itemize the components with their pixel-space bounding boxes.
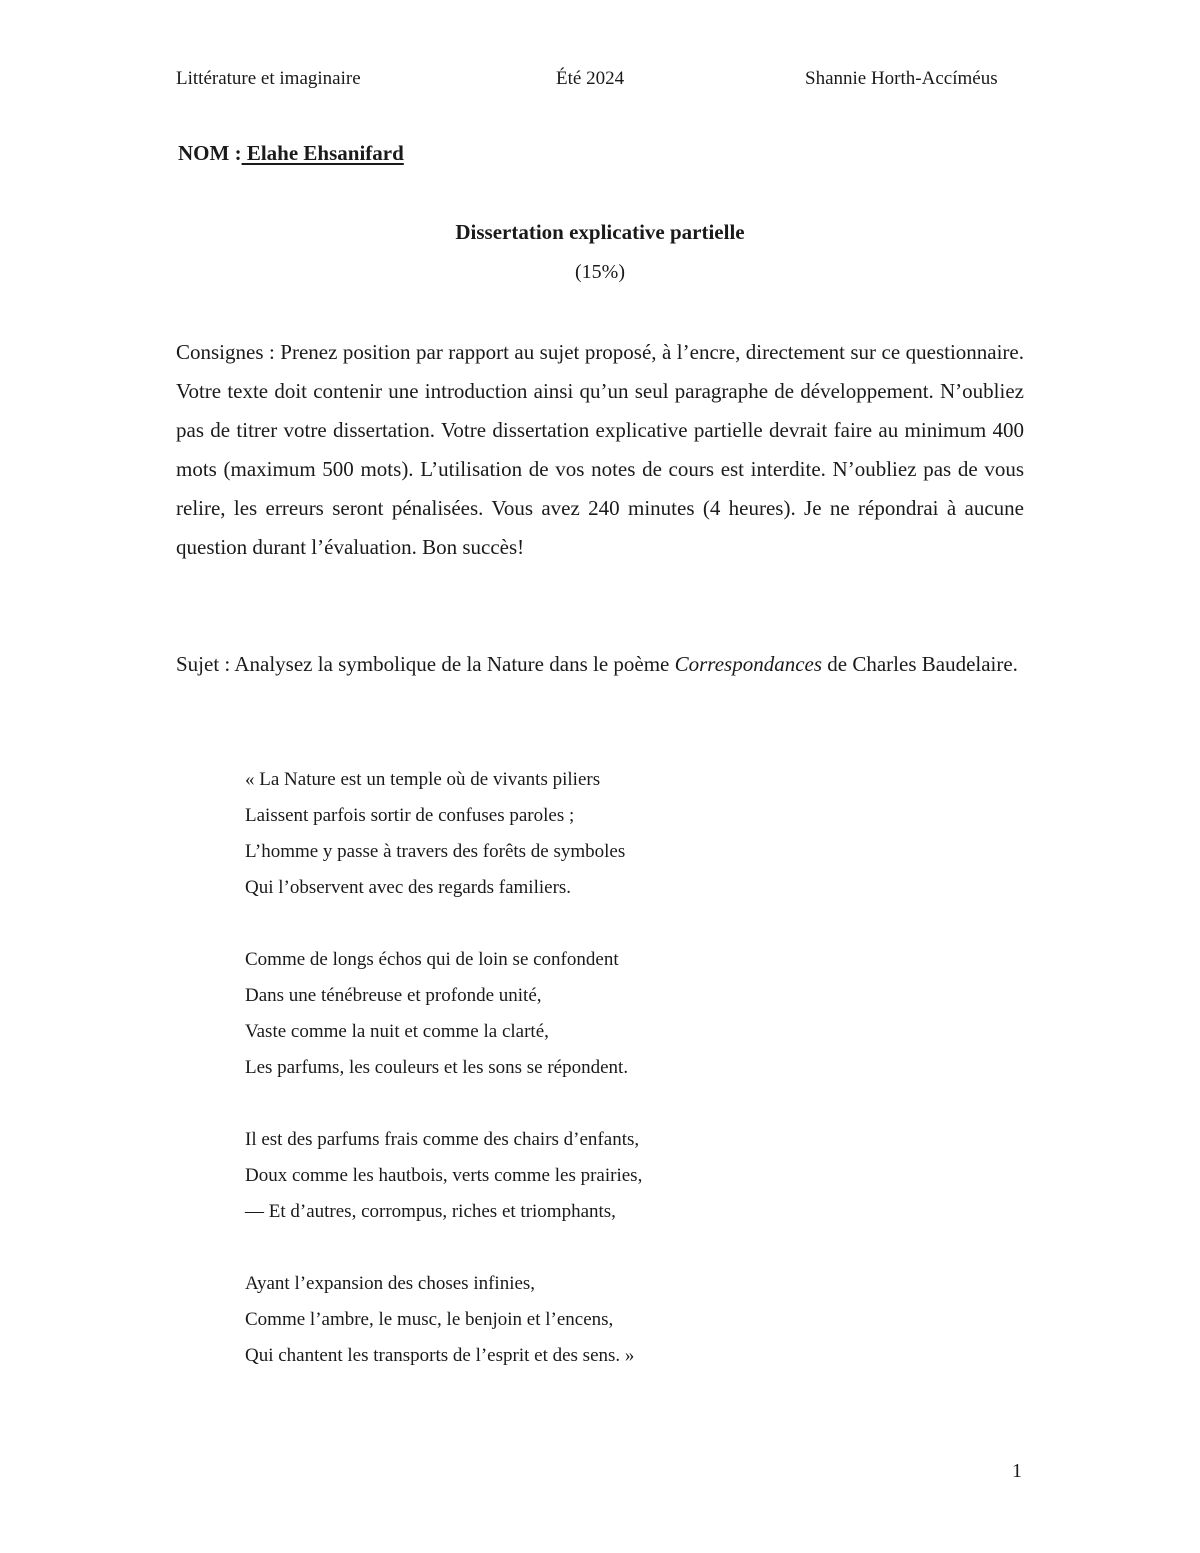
poem-verse: L’homme y passe à travers des forêts de symboles bbox=[245, 841, 626, 862]
document-title: Dissertation explicative partielle bbox=[455, 220, 745, 244]
header-session: Été 2024 bbox=[556, 68, 625, 89]
poem-stanza bbox=[245, 1122, 642, 1230]
poem-title: Correspondances bbox=[674, 652, 823, 676]
poem-verse: Les parfums, les couleurs et les sons se répondent. bbox=[245, 1057, 629, 1078]
poem-verse: Dans une ténébreuse et profonde unité, bbox=[245, 985, 542, 1006]
student-name: Elahe Ehsanifard bbox=[241, 141, 404, 165]
subject-paragraph bbox=[176, 645, 1024, 684]
instructions-paragraph: Consignes : Prenez position par rapport au sujet proposé, à l’encre, directement sur ce questionnaire. Votre texte doit contenir une introduction ainsi qu’un seul paragraphe de développement. N’oubliez pas de titrer votre dissertation. Votre dissertation explicative partielle devrait faire au minimum 400 mots (maximum 500 mots). L’utilisation de vos notes de cours est interdite. N’oubliez pas de vous relire, les erreurs seront pénalisées. Vous avez 240 minutes (4 heures). Je ne répondrai à aucune question durant l’évaluation. Bon succès! bbox=[176, 340, 1024, 559]
poem-verse: Comme de longs échos qui de loin se confondent bbox=[245, 949, 619, 970]
poem bbox=[245, 762, 642, 1374]
subject-suffix: de Charles Baudelaire. bbox=[822, 652, 1018, 676]
poem-verse: — Et d’autres, corrompus, riches et triomphants, bbox=[245, 1201, 616, 1222]
poem-stanza bbox=[245, 762, 642, 906]
poem-verse: Il est des parfums frais comme des chairs d’enfants, bbox=[245, 1129, 640, 1150]
page-number: 1 bbox=[1012, 1460, 1022, 1482]
poem-verse: Comme l’ambre, le musc, le benjoin et l’encens, bbox=[245, 1309, 614, 1330]
student-name-label: NOM : bbox=[178, 141, 242, 165]
subject-prefix: Sujet : Analysez la symbolique de la Nature dans le poème bbox=[176, 652, 675, 676]
header-course: Littérature et imaginaire bbox=[176, 68, 361, 89]
poem-verse: Ayant l’expansion des choses infinies, bbox=[245, 1273, 536, 1294]
poem-verse: Qui l’observent avec des regards familiers. bbox=[245, 877, 572, 898]
grade-weight: (15%) bbox=[575, 261, 625, 283]
poem-verse: « La Nature est un temple où de vivants piliers bbox=[245, 769, 601, 790]
poem-stanza bbox=[245, 942, 642, 1086]
header-teacher: Shannie Horth-Accíméus bbox=[805, 68, 998, 89]
poem-verse: Vaste comme la nuit et comme la clarté, bbox=[245, 1021, 549, 1042]
poem-verse: Qui chantent les transports de l’esprit et des sens. » bbox=[245, 1345, 635, 1366]
poem-stanza bbox=[245, 1266, 642, 1374]
poem-verse: Laissent parfois sortir de confuses paroles ; bbox=[245, 805, 575, 826]
student-name-line bbox=[178, 139, 404, 167]
poem-verse: Doux comme les hautbois, verts comme les prairies, bbox=[245, 1165, 643, 1186]
